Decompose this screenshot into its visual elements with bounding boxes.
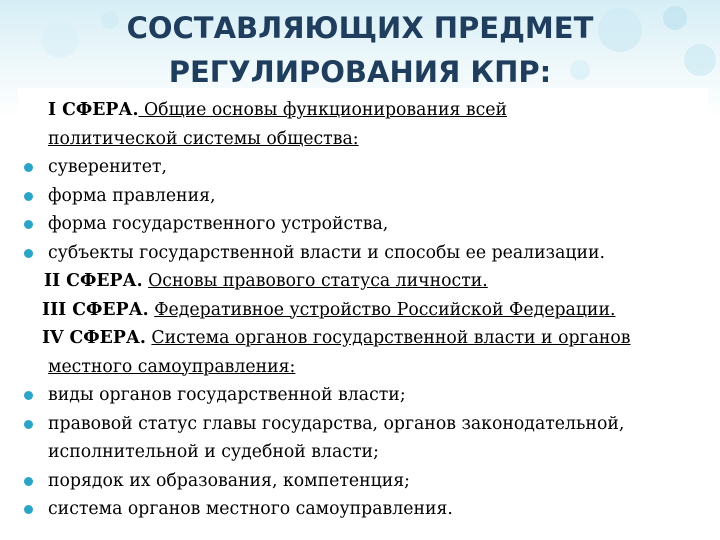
sphere-1-heading-cont [24, 125, 704, 154]
title-line-2: РЕГУЛИРОВАНИЯ КПР: [168, 55, 552, 89]
sphere-4-desc-cont: местного самоуправления: [48, 356, 296, 377]
sphere-1-heading [24, 96, 704, 125]
slide-body [24, 96, 704, 524]
list-item: правовой статус главы государства, органов законодательной, [24, 410, 704, 439]
sphere-1-desc: Общие основы функционирования всей [138, 100, 508, 120]
list-item: суверенитет, [24, 153, 704, 182]
list-item: порядок их образования, компетенция; [24, 467, 704, 496]
sphere-3-heading [24, 296, 704, 325]
list-item-cont: исполнительной и судебной власти; [48, 442, 379, 462]
list-item: субъекты государственной власти и способы ее реализации. [24, 239, 704, 268]
sphere-4-label: IV СФЕРА. [42, 328, 146, 348]
sphere-4-heading-cont [24, 353, 704, 382]
list-item: система органов местного самоуправления. [24, 495, 704, 524]
sphere-2-label: II СФЕРА. [44, 271, 143, 291]
sphere-4-desc: Система органов государственной власти и органов [151, 328, 631, 348]
bullet-icon [24, 192, 33, 201]
list-item: виды органов государственной власти; [24, 381, 704, 410]
sphere-1-desc-cont: политической системы общества: [48, 128, 359, 149]
title-line-1: СОСТАВЛЯЮЩИХ ПРЕДМЕТ [126, 11, 594, 45]
sphere-3-desc: Федеративное устройство Российской Федерации. [154, 299, 616, 320]
sphere-3-label: III СФЕРА. [42, 299, 149, 320]
sphere-2-heading [24, 267, 704, 296]
bullet-icon [24, 420, 33, 429]
sphere-4-heading [24, 324, 704, 353]
bullet-icon [24, 391, 33, 400]
bullet-icon [24, 163, 33, 172]
sphere-2-desc: Основы правового статуса личности. [148, 271, 488, 291]
sphere-1-label: I СФЕРА. [48, 100, 139, 120]
slide-title [0, 6, 720, 94]
bullet-icon [24, 220, 33, 229]
bullet-icon [24, 477, 33, 486]
bullet-icon [24, 505, 33, 514]
bullet-icon [24, 249, 33, 258]
list-item: форма государственного устройства, [24, 210, 704, 239]
list-item: форма правления, [24, 182, 704, 211]
